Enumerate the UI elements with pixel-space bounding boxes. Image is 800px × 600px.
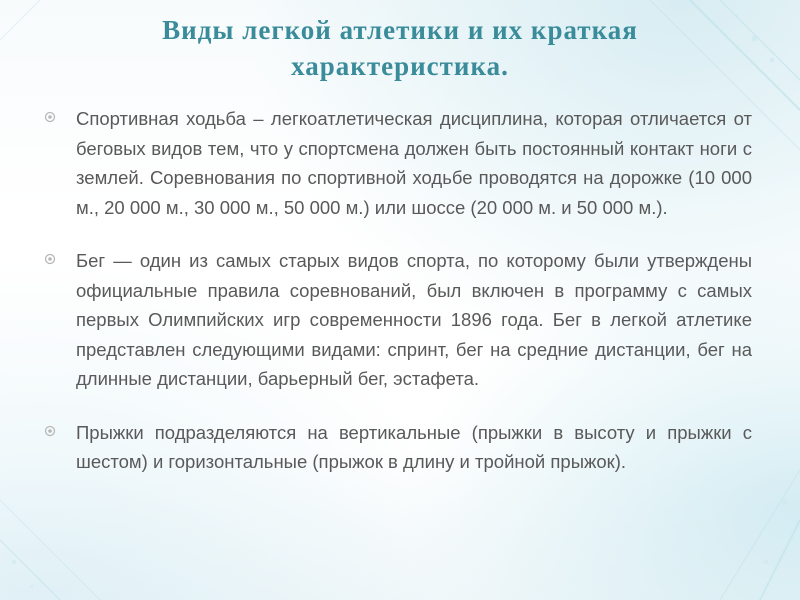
list-item — [44, 104, 752, 222]
list-item — [44, 418, 752, 477]
deco-line — [760, 520, 800, 600]
deco-square — [764, 560, 768, 564]
deco-line — [0, 540, 60, 600]
deco-square — [30, 585, 33, 588]
deco-square — [752, 36, 757, 41]
bullet-list — [44, 104, 752, 501]
list-item-text: Прыжки подразделяются на вертикальные (прыжки в высоту и прыжки с шестом) и горизонтальные (прыжок в длину и тройной прыжок). — [76, 421, 752, 472]
deco-square — [12, 560, 16, 564]
deco-line — [0, 0, 40, 40]
deco-square — [782, 500, 787, 505]
slide-title: Виды легкой атлетики и их краткая характеристика. — [162, 15, 638, 81]
circle-bullet-icon — [44, 425, 56, 437]
list-item-text: Бег — один из самых старых видов спорта, по которому были утверждены официальные правила соревнований, был включен в программу с самых первых Олимпийских игр современности 1896 года. Бег в легкой атлетике представлен следующими видами: спринт, бег на средние дистанции, бег на длинные дистанции, барьерный бег, эстафета. — [76, 250, 752, 389]
list-item — [44, 246, 752, 394]
list-item-text: Спортивная ходьба – легкоатлетическая дисциплина, которая отличается от беговых видов тем, что у спортсмена должен быть постоянный контакт ноги с землей. Соревнования по спортивной ходьбе проводятся на дорожке (10 000 м., 20 000 м., 30 000 м., 50 000 м.) или шоссе (20 000 м. и 50 000 м.). — [76, 108, 752, 218]
deco-line — [0, 500, 100, 600]
circle-bullet-icon — [44, 253, 56, 265]
circle-bullet-icon — [44, 111, 56, 123]
deco-square — [770, 58, 774, 62]
